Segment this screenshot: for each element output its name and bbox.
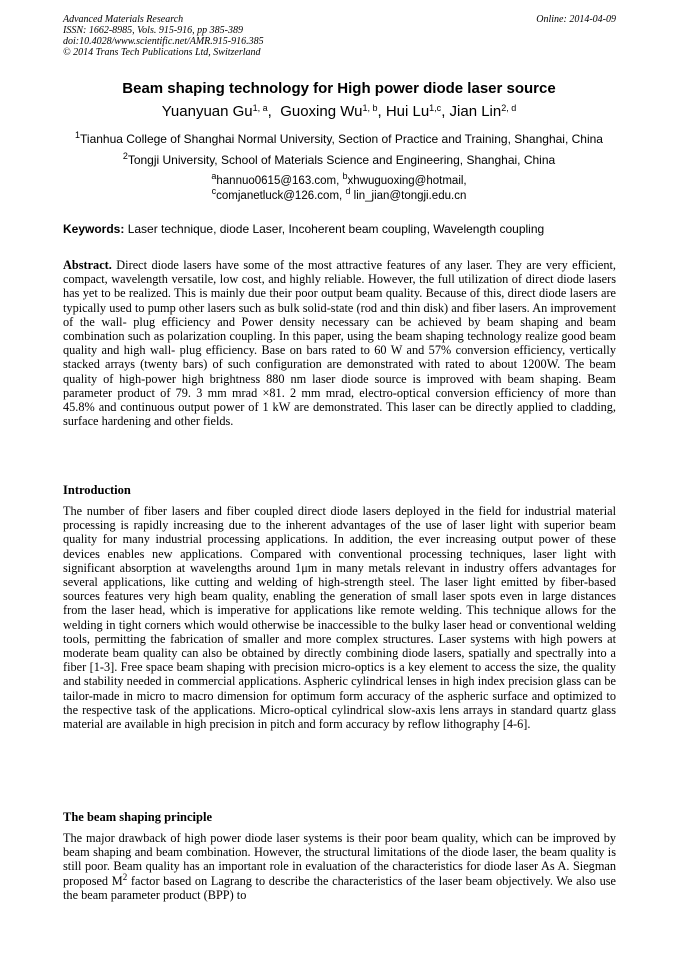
keywords-label: Keywords: <box>63 222 125 236</box>
author-affiliation-mark: 1, a <box>252 103 268 113</box>
paper-title: Beam shaping technology for High power diode laser source <box>122 80 556 97</box>
email-address: xhwuguoxing@hotmail, <box>347 175 467 187</box>
abstract <box>63 258 616 428</box>
journal-name: Advanced Materials Research <box>63 14 184 25</box>
email-address: comjanetluck@126.com, <box>216 190 346 202</box>
journal-copyright: © 2014 Trans Tech Publications Ltd, Switzerland <box>63 47 261 58</box>
journal-issn: ISSN: 1662-8985, Vols. 915-916, pp 385-389 <box>63 25 243 36</box>
author-name: Yuanyuan Gu <box>161 103 253 120</box>
abstract-text: Direct diode lasers have some of the most attractive features of any laser. They are very efficient, compact, wavelength versatile, low cost, and highly reliable. However, the full utilization of direct diode lasers has yet to be realized. This is mainly due their poor output beam quality. Because of this, direct diode lasers are typically used to pump other lasers such as bulk solid-state (rod and thin disk) and fiber lasers. An improvement of the wall- plug efficiency and Power density necessary can be achieved by beam shaping and beam combination such as polarization coupling. In this paper, using the beam shaping technology realize good beam quality and high wall- plug efficiency. Base on bars rated to 60 W and 57% conversion efficiency, vertically stacked arrays (twenty bars) of such configuration are demonstrated with rated to about 1200W. The beam quality of high-power high brightness 880 nm laser diode source is improved with beam shaping. Beam parameter product of 79. 3 mm mrad ×81. 2 mm mrad, electro-optical conversion efficiency of more than 45.8% and continuous output power of 1 kW are demonstrated. This laser can be directly applied to cladding, surface hardening and other fields. <box>63 258 616 429</box>
online-date: Online: 2014-04-09 <box>536 14 616 25</box>
email-line: $^c$comjanetluck@126.com, $^d$ lin_jian@tongji.edu.cn <box>211 186 467 202</box>
keywords-text: Laser technique, diode Laser, Incoherent beam coupling, Wavelength coupling <box>124 222 545 236</box>
email-address: lin_jian@tongji.edu.cn <box>350 190 467 202</box>
journal-doi: doi:10.4028/www.scientific.net/AMR.915-916.385 <box>63 36 264 47</box>
journal-header <box>63 14 616 58</box>
beam-shaping-paragraph: The major drawback of high power diode laser systems is their poor beam quality, which can be improved by beam shaping and beam combination. However, the structural limitations of the diode laser, the beam quality is still poor. Beam quality has an important role in evaluation of the characteristics for diode laser As A. Siegman proposed $M^2$ factor based on Lagrang to describe the characteristics of the laser beam objectively. We also use the beam parameter product (BPP) to <box>63 831 616 902</box>
author-emails <box>0 171 678 204</box>
author-affiliation-mark: 1,c <box>429 103 442 113</box>
section-heading-beam-shaping: The beam shaping principle <box>63 810 212 824</box>
email-address: hannuo0615@163.com, <box>216 175 343 187</box>
author-list: Yuanyuan Gu$^{1, a}$, Guoxing Wu$^{1, b}$, Hui Lu$^{1,c}$, Jian Lin$^{2, d}$ <box>161 103 517 120</box>
abstract-label: Abstract. <box>63 258 112 272</box>
affiliation-2: $^2$Tongji University, School of Materials Science and Engineering, Shanghai, China <box>122 151 556 167</box>
author-affiliation-mark: 2, d <box>501 103 517 113</box>
section-heading-introduction: Introduction <box>63 483 131 497</box>
email-line: $^a$hannuo0615@163.com, $^b$xhwuguoxing@hotmail, <box>211 171 467 187</box>
author-name: Guoxing Wu <box>280 103 363 120</box>
keywords <box>63 222 616 236</box>
author-name: Jian Lin <box>449 103 502 120</box>
affiliation-1: $^1$Tianhua College of Shanghai Normal University, Section of Practice and Training, Shanghai, China <box>75 130 603 146</box>
introduction-paragraph: The number of fiber lasers and fiber coupled direct diode lasers deployed in the field for industrial material processing is rapidly increasing due to the inherent advantages of the use of laser light with superior beam quality for many industrial processing applications. In addition, the ever increasing output power of these devices enables new applications. Compared with conventional processing techniques, laser light with significant absorption at wavelengths around 1μm in many metals relevant in industry offers advantages for several applications, like cutting and welding of high-strength steel. The laser light emitted by fiber-based sources features very high beam quality, enabling the generation of small laser spots even in large distances from the laser head, which is imperative for applications like remote welding. This technique allows for the welding in tight corners which would otherwise be inaccessible to the bulky laser head or conventional welding tools, permitting the fabrication of smaller and more complex structures. Laser systems with high powers at moderate beam quality can also be obtained by directly combining diode lasers, spatially and spectrally into a fiber [1-3]. Free space beam shaping with precision micro-optics is a key element to access the size, the quality and stability needed in commercial applications. Aspheric cylindrical lenses in high index precision glass can be tailor-made in micro to macro dimension for optimum form accuracy of the aspheric surface and optimized to the respective task of the applications. Micro-optical cylindrical slow-axis lens arrays in standard quartz glass material are available in high precision in pitch and form accuracy by reflow lithography [4-6]. <box>63 504 616 732</box>
author-affiliation-mark: 1, b <box>362 103 378 113</box>
author-name: Hui Lu <box>385 103 430 120</box>
